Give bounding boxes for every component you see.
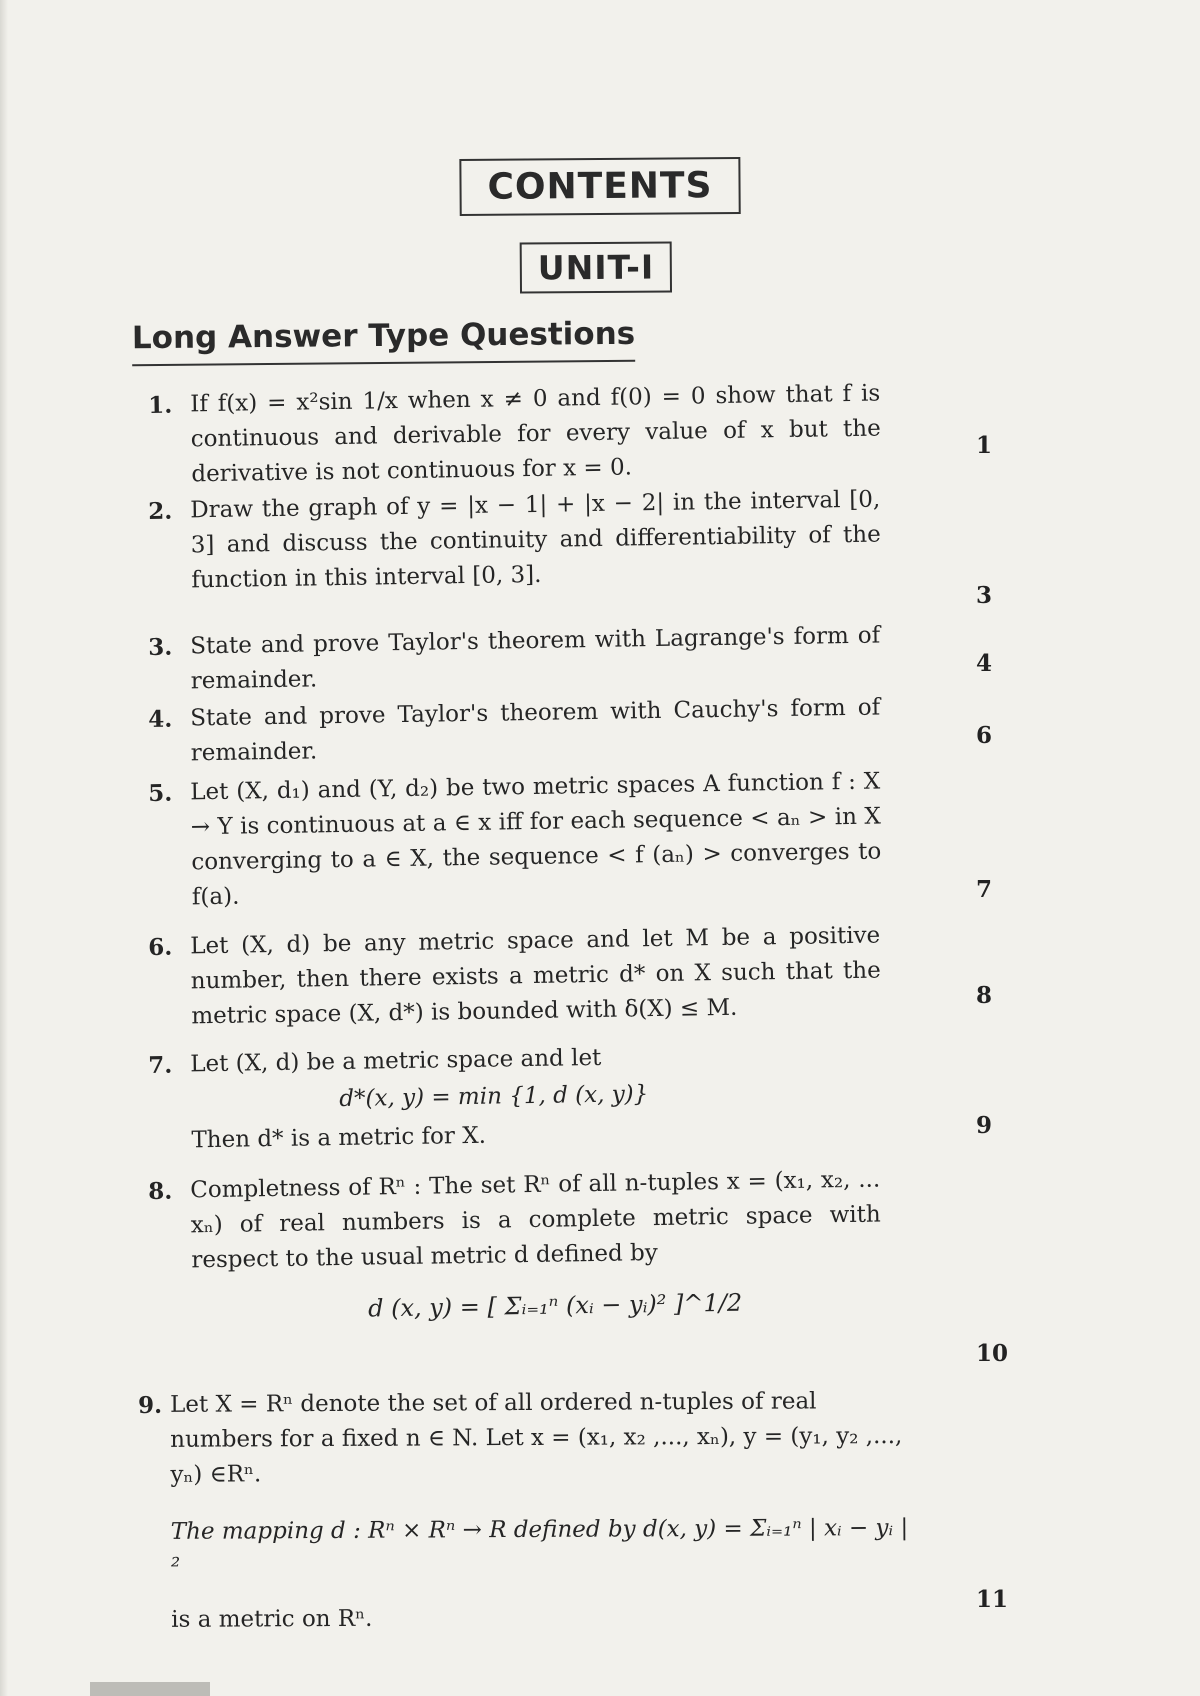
page-number-9: 11 <box>976 1586 1009 1613</box>
question-1 <box>148 376 930 493</box>
question-text: If f(x) = x²sin 1/x when x ≠ 0 and f(0) = 0 show that f is continuous and derivable for every value of x but the derivative is not continuous for x = 0. <box>190 380 881 488</box>
question-number: 7. <box>148 1051 173 1079</box>
question-8 <box>148 1162 931 1340</box>
scan-edge <box>0 0 8 1696</box>
question-6 <box>148 918 930 1035</box>
page-number-1: 1 <box>976 432 993 459</box>
page-number-5: 7 <box>976 876 993 903</box>
question-number: 3. <box>148 633 173 661</box>
question-text: Let (X, d) be any metric space and let M be a positive number, then there exists a metric d* on X such that the metric space (X, d*) is bounded with δ(X) ≤ M. <box>190 922 881 1030</box>
question-9 <box>138 1384 939 1638</box>
question-number: 5. <box>148 779 173 807</box>
question-text-mapping: The mapping d : Rⁿ × Rⁿ → R defined by d(x, y) = Σᵢ₌₁ⁿ | xᵢ − yᵢ |² <box>170 1514 909 1580</box>
unit-heading: UNIT-I <box>520 241 673 293</box>
page-number-7: 9 <box>976 1112 993 1139</box>
question-text: State and prove Taylor's theorem with Lagrange's form of remainder. <box>190 622 881 695</box>
question-text: Let (X, d) be a metric space and let <box>190 1044 602 1078</box>
formula-euclidean-metric: d (x, y) = [ Σᵢ₌₁ⁿ (xᵢ − yᵢ)² ]^1/2 <box>367 1288 743 1323</box>
page-number-6: 8 <box>976 982 993 1009</box>
formula-min-metric: d*(x, y) = min {1, d (x, y)} <box>339 1081 649 1112</box>
question-number: 6. <box>148 933 173 961</box>
page-number-8: 10 <box>976 1340 1009 1367</box>
contents-heading: CONTENTS <box>459 157 740 216</box>
question-5 <box>148 764 930 916</box>
question-text: Draw the graph of y = |x − 1| + |x − 2| in the interval [0, 3] and discuss the continuity and differentiability of the function in this interval [0, 3]. <box>190 486 881 594</box>
question-text: Let X = Rⁿ denote the set of all ordered n-tuples of real numbers for a fixed n ∈ N. Let x = (x₁, x₂ ,..., xₙ), y = (y₁, y₂ ,..., yₙ) ∈Rⁿ. <box>170 1388 903 1488</box>
scan-bottom-strip <box>90 1682 210 1696</box>
question-number: 1. <box>148 391 173 419</box>
question-number: 8. <box>148 1177 173 1205</box>
question-7 <box>148 1036 930 1159</box>
page-number-4: 6 <box>976 722 993 749</box>
question-2 <box>148 482 930 599</box>
question-number: 4. <box>148 705 173 733</box>
section-heading: Long Answer Type Questions <box>132 316 636 366</box>
question-text: State and prove Taylor's theorem with Cauchy's form of remainder. <box>190 694 881 767</box>
question-text: Let (X, d₁) and (Y, d₂) be two metric spaces A function f : X → Y is continuous at a ∈ x iff for each sequence < aₙ > in X converging to a ∈ X, the sequence < f (aₙ) > converges to f(a). <box>190 768 882 911</box>
question-text: Completness of Rⁿ : The set Rⁿ of all n-tuples x = (x₁, x₂, ... xₙ) of real numbers is a complete metric space with respect to the usual metric d defined by <box>190 1166 881 1274</box>
question-text-continued: Then d* is a metric for X. <box>191 1122 487 1154</box>
question-3 <box>148 618 929 700</box>
question-number: 9. <box>138 1391 163 1419</box>
page-number-2: 3 <box>976 582 993 609</box>
question-text-conclusion: is a metric on Rⁿ. <box>171 1605 373 1633</box>
page-number-3: 4 <box>976 650 993 677</box>
question-4 <box>148 690 929 772</box>
question-number: 2. <box>148 497 173 525</box>
